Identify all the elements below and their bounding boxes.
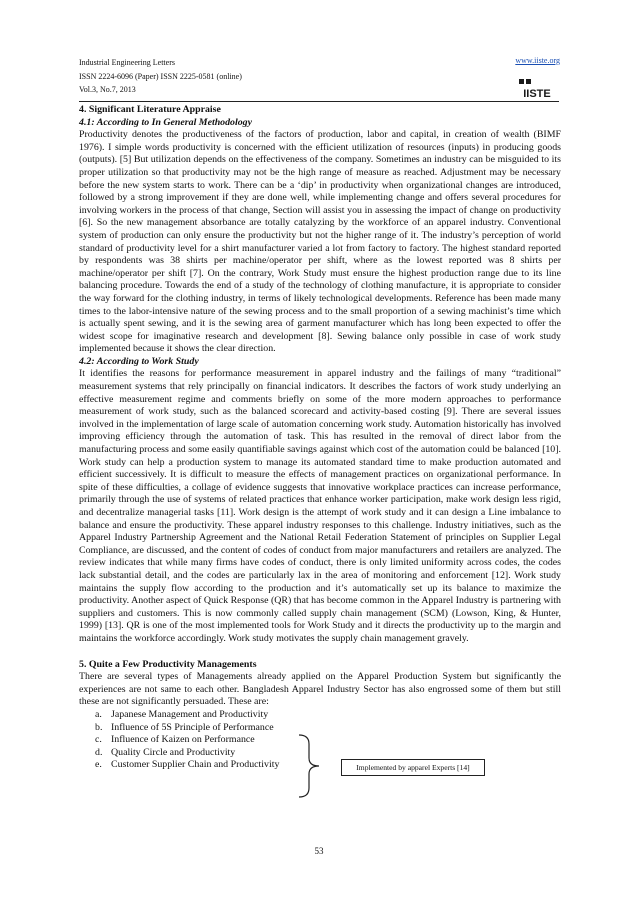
- section-4-1-paragraph: Productivity denotes the productiveness of the factors of production, labor and capital, in creation of wealth (BIMF 1976). I simple words productivity is concerned with the efficient utilization of resources (inputs) in producing goods (outputs). [5] But utilization depends on the effectiveness of the company. Sometimes an industry can be misguided to its proper utilization so that productivity may not be the high range of measure as reached. Adjustment may be necessary before the new system starts to work. There can be a ‘dip’ in productivity when organizational changes are introduced, followed by a strong improvement if they are done well, while implementing change and offers several procedures for involving workers in the process of that change, Section will assist you in assessing the impact of change on productivity [6]. So the new management absorbance are totally catalyzing by the workforce of an apparel industry. Conventional system of production can only ensure the productivity but not the higher range of it. The industry’s perception of world standard of productivity level for a shirt manufacturer varied a lot from factory to factory. The highest standard reported by respondents was 38 shirts per machine/operator per shift, where as the lowest reported was 8 shirts per machine/operator per shift [7]. On the contrary, Work Study must ensure the highest production range due to its line balancing procedure. Towards the end of a study of the technology of clothing manufacture, it is appropriate to consider the way forward for the clothing industry, in terms of likely technological developments. Reference has been made many times to the labor-intensive nature of the sewing process and to the small proportion of a sewing machinist’s time which is actually spent sewing, and it is the sewing area of garment manufacturer which has long been expected to offer the widest scope for imaginative research and development [8]. Sewing balance only possible in case of work study implemented because it shows the clear direction.: [79, 129, 561, 355]
- list-marker: b.: [95, 721, 103, 733]
- section-5-title: 5. Quite a Few Productivity Managements: [79, 658, 257, 670]
- section-4-title: 4. Significant Literature Appraise: [79, 104, 221, 115]
- journal-url-link[interactable]: www.iiste.org: [515, 56, 560, 65]
- list-item-label: Influence of Kaizen on Performance: [111, 734, 255, 746]
- list-marker: c.: [95, 734, 102, 746]
- list-item-label: Quality Circle and Productivity: [111, 746, 236, 758]
- section-5-paragraph: There are several types of Managements already applied on the Apparel Production System but significantly the experiences are not same to each other. Bangladesh Apparel Industry Sector has also engrossed some of them but still these are not significantly persuaded. These are:: [79, 671, 561, 708]
- curly-brace-icon: [297, 734, 323, 798]
- journal-header: [79, 56, 242, 97]
- list-marker: a.: [95, 708, 102, 720]
- journal-title: Industrial Engineering Letters: [79, 58, 175, 67]
- journal-volume: Vol.3, No.7, 2013: [79, 85, 136, 94]
- list-item-label: Japanese Management and Productivity: [111, 708, 269, 720]
- list-item-label: Influence of 5S Principle of Performance: [111, 721, 274, 733]
- page-number: 53: [314, 846, 324, 856]
- svg-text:IISTE: IISTE: [523, 88, 551, 100]
- section-4-1-title: 4.1: According to In General Methodology: [79, 116, 252, 128]
- header-divider: [79, 101, 559, 102]
- section-4-2-title: 4.2: According to Work Study: [79, 355, 199, 367]
- article-body: [79, 104, 561, 772]
- implemented-note-box: Implemented by apparel Experts [14]: [341, 759, 485, 776]
- list-marker: d.: [95, 746, 103, 758]
- iiste-logo: [517, 77, 557, 101]
- section-4-2-paragraph: It identifies the reasons for performance measurement in apparel industry and the failings of many “traditional” measurement systems that rely principally on financial indicators. It describes the factors of work study underlying an effective measurement regime and comments briefly on some of the more modern approaches to performance measurement of work study, such as the balanced scorecard and activity-based costing [9]. There are several issues involved in the implementation of large scale of automation concerning work study. Automation historically has involved improving efficiency through the automation of task. This has resulted in the removal of direct labor from the manufacturing process and some easily quantifiable savings against which cost of the automation could be balanced [10]. Work study can help a production system to manage its automated standard time to make production automated and efficient successively. It is difficult to measure the effects of management practices on organizational performance. In spite of these difficulties, a collage of evidence suggests that innovative workplace practices can increase performance, primarily through the use of systems of related practices that enhance worker participation, make work design less rigid, and decentralize managerial tasks [11]. Work design is the attempt of work study and it can design a Line imbalance to balance and ensure the productivity. These apparel industry responses to this challenge. Industry initiatives, such as the Apparel Industry Partnership Agreement and the National Retail Federation Statement of principles on Supplier Legal Compliance, are discussed, and the content of codes of conduct from major manufacturers and retailers are analyzed. The review indicates that while many firms have codes of conduct, there is only limited uniformity across codes, the codes lack substantial detail, and the codes are particularly lax in the area of monitoring and enforcement [12]. Work study maintains the supply flow according to the production and it’s automatically set up its balance to maximize the productivity. Another aspect of Quick Response (QR) that has become common in the Apparel Industry is partnering with suppliers and customers. This is now commonly called supply chain management (SCM) (Lowson, King, & Hunter, 1999) [13]. QR is one of the most implemented tools for Work Study and it directs the productivity up to the margin and maintains the workforce accordingly. Work study motivates the supply chain management gravely.: [79, 368, 561, 644]
- journal-issn: ISSN 2224-6096 (Paper) ISSN 2225-0581 (online): [79, 71, 242, 81]
- list-marker: e.: [95, 759, 102, 771]
- list-item-label: Customer Supplier Chain and Productivity: [111, 759, 280, 771]
- list-item: [79, 722, 561, 735]
- list-item: [79, 709, 561, 722]
